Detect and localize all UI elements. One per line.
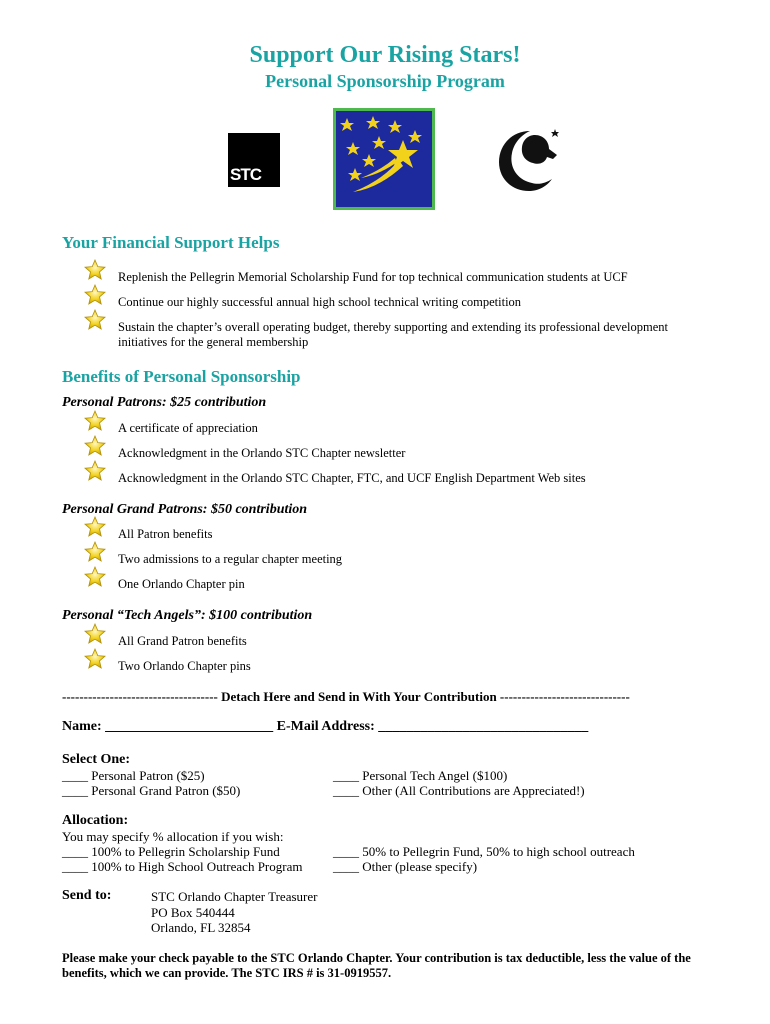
option-patron[interactable]: ____ Personal Patron ($25) (62, 768, 205, 783)
select-heading: Select One: (62, 752, 131, 767)
star-bullet-icon (84, 259, 106, 281)
list-item: Acknowledgment in the Orlando STC Chapter newsletter (118, 446, 406, 460)
allocation-note: You may specify % allocation if you wish: (62, 829, 284, 844)
star-bullet-icon (84, 623, 106, 645)
page-subtitle: Personal Sponsorship Program (265, 71, 505, 91)
list-item: One Orlando Chapter pin (118, 577, 245, 591)
tier-title-grand-patron: Personal Grand Patrons: $50 contribution (62, 502, 308, 517)
list-item: Sustain the chapter’s overall operating budget, thereby supporting and extending its professional development initiatives for the general membership (118, 320, 668, 349)
benefits-heading: Benefits of Personal Sponsorship (62, 367, 301, 386)
star-bullet-icon (84, 410, 106, 432)
star-bullet-icon (84, 284, 106, 306)
allocation-split[interactable]: ____ 50% to Pellegrin Fund, 50% to high school outreach (333, 844, 635, 859)
tier-title-tech-angel: Personal “Tech Angels”: $100 contribution (62, 608, 313, 623)
allocation-other[interactable]: ____ Other (please specify) (333, 859, 478, 874)
star-bullet-icon (84, 309, 106, 331)
support-heading: Your Financial Support Helps (62, 233, 280, 252)
stc-logo: STC (228, 133, 280, 187)
allocation-heading: Allocation: (62, 813, 129, 828)
list-item: Acknowledgment in the Orlando STC Chapter, FTC, and UCF English Department Web sites (118, 471, 586, 485)
address-line: Orlando, FL 32854 (151, 920, 251, 935)
star-bullet-icon (84, 566, 106, 588)
address-line: PO Box 540444 (151, 905, 235, 920)
star-bullet-icon (84, 541, 106, 563)
pegasus-logo (497, 125, 561, 193)
list-item: Continue our highly successful annual high school technical writing competition (118, 295, 522, 309)
shooting-star-logo (333, 108, 435, 210)
list-item: A certificate of appreciation (118, 421, 258, 435)
allocation-outreach[interactable]: ____ 100% to High School Outreach Program (62, 859, 303, 874)
name-email-field[interactable]: Name: ________________________ E-Mail Address: ______________________________ (62, 719, 589, 734)
footer-note: benefits, which we can provide. The STC IRS # is 31-0919557. (62, 966, 392, 980)
address-line: STC Orlando Chapter Treasurer (151, 889, 318, 904)
footer-note: Please make your check payable to the STC Orlando Chapter. Your contribution is tax deductible, less the value of the (62, 951, 691, 965)
star-bullet-icon (84, 460, 106, 482)
list-item: All Grand Patron benefits (118, 634, 247, 648)
star-bullet-icon (84, 516, 106, 538)
send-to-label: Send to: (62, 888, 112, 903)
tier-title-patron: Personal Patrons: $25 contribution (62, 395, 267, 410)
option-other[interactable]: ____ Other (All Contributions are Appreciated!) (333, 783, 585, 798)
star-bullet-icon (84, 435, 106, 457)
allocation-pellegrin[interactable]: ____ 100% to Pellegrin Scholarship Fund (62, 844, 280, 859)
option-grand-patron[interactable]: ____ Personal Grand Patron ($50) (62, 783, 241, 798)
page-title: Support Our Rising Stars! (249, 42, 521, 68)
list-item: All Patron benefits (118, 527, 213, 541)
option-tech-angel[interactable]: ____ Personal Tech Angel ($100) (333, 768, 508, 783)
detach-line: ------------------------------------ Detach Here and Send in With Your Contribution ------------------------------ (62, 689, 630, 704)
list-item: Replenish the Pellegrin Memorial Scholarship Fund for top technical communication students at UCF (118, 270, 628, 284)
list-item: Two admissions to a regular chapter meeting (118, 552, 343, 566)
list-item: Two Orlando Chapter pins (118, 659, 251, 673)
star-bullet-icon (84, 648, 106, 670)
